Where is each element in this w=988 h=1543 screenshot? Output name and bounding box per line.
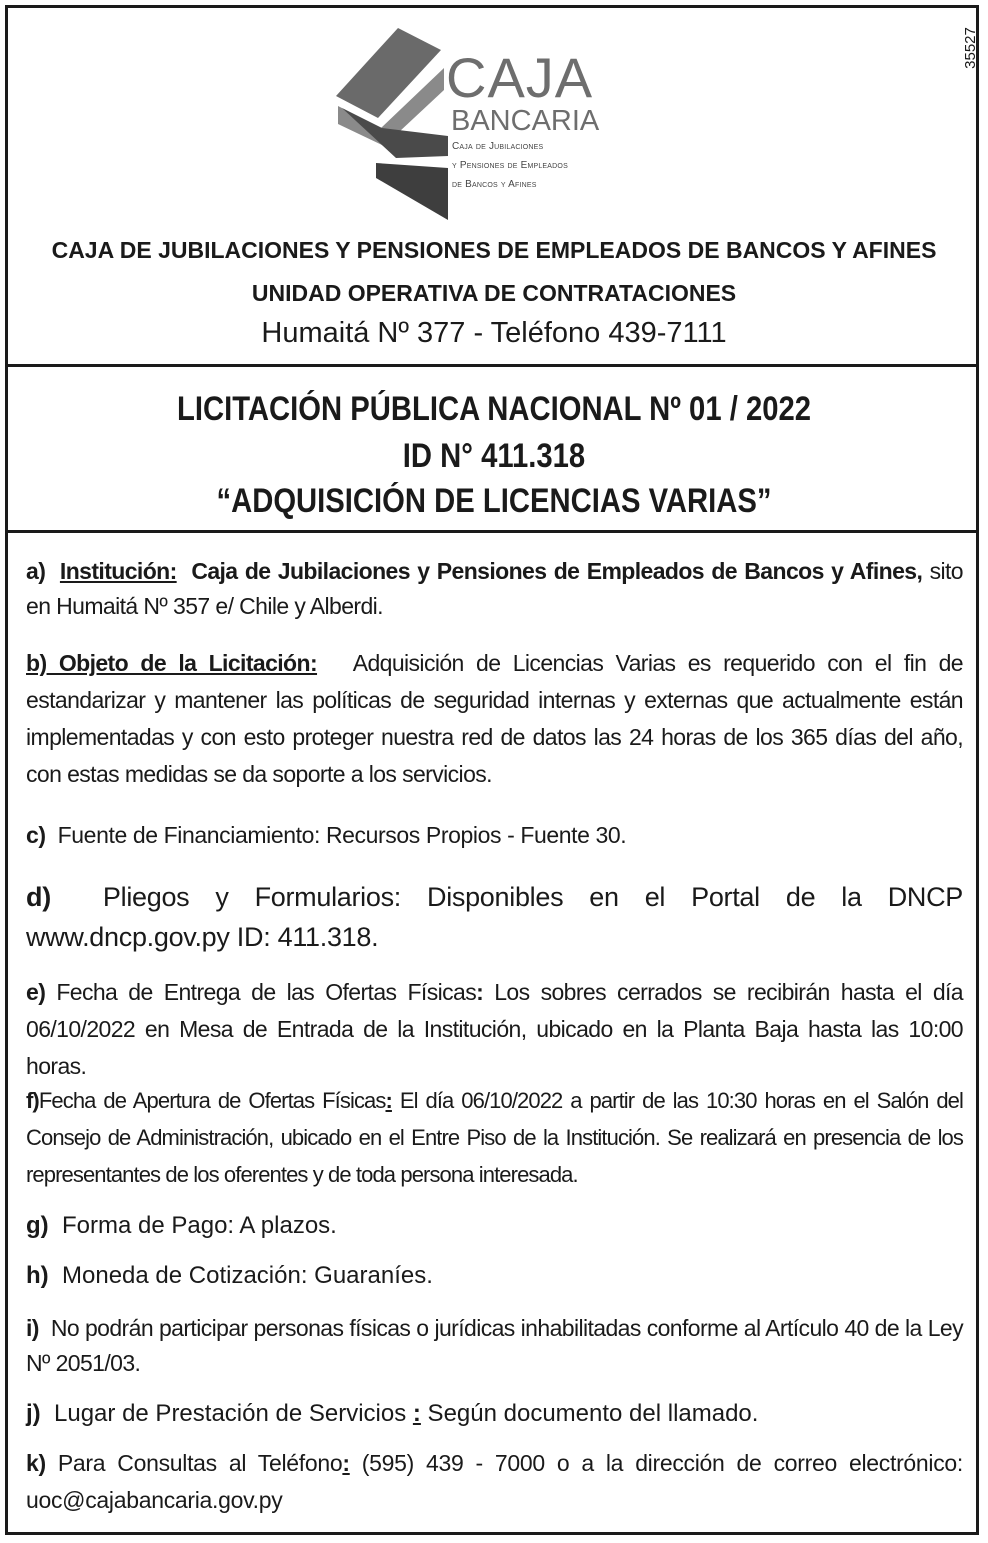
item-text: Lugar de Prestación de Servicios [54, 1400, 413, 1427]
organization-name: CAJA DE JUBILACIONES Y PENSIONES DE EMPLEADOS DE BANCOS Y AFINES [51, 237, 937, 263]
item-label: Institución: [59, 558, 177, 584]
item-text: Fuente de Financiamiento: Recursos Propios - Fuente 30. [57, 822, 627, 848]
item-colon: : [412, 1400, 421, 1427]
item-letter: h) [26, 1262, 49, 1289]
item-text: Forma de Pago: A plazos. [62, 1212, 337, 1239]
item-text: No podrán participar personas físicas o jurídicas inhabilitadas conforme al Artículo 40 de la Ley Nº 2051/03. [26, 1315, 963, 1376]
institution-name: Caja de Jubilaciones y Pensiones de Empleados de Bancos y Afines, [191, 558, 923, 584]
item-colon: : [476, 979, 484, 1005]
divider-header [5, 364, 979, 367]
item-f [26, 1082, 963, 1193]
item-g [26, 1208, 963, 1243]
address-phone: Humaitá Nº 377 - Teléfono 439-7111 [261, 317, 727, 349]
item-letter: c) [26, 822, 46, 848]
item-j [26, 1396, 963, 1431]
item-letter: a) [26, 558, 46, 584]
item-text: Fecha de Apertura de Ofertas Físicas [38, 1088, 386, 1113]
item-text: Fecha de Entrega de las Ofertas Físicas [56, 979, 477, 1005]
divider-title [5, 530, 979, 533]
item-text-2: Los sobres cerrados se recibirán hasta el día 06/10/2022 en Mesa de Entrada de la Institución, ubicado en la Planta Baja hasta las 10:00 horas. [26, 979, 964, 1079]
item-letter: d) [26, 882, 51, 912]
item-text: Pliegos y Formularios: Disponibles en el Portal de la DNCP www.dncp.gov.py ID: 411.318. [26, 882, 964, 952]
unit-name: UNIDAD OPERATIVA DE CONTRATACIONES [251, 280, 737, 306]
item-i [26, 1311, 963, 1381]
item-e [26, 974, 963, 1085]
item-c [26, 818, 963, 853]
logo-subtitle-2: y Pensiones de Empleados [452, 160, 568, 171]
publication-code: 35527 [962, 27, 979, 69]
item-letter: j) [26, 1400, 41, 1427]
logo-bancaria-text: BANCARIA [451, 105, 600, 137]
item-letter: i) [26, 1315, 39, 1341]
item-d [26, 877, 963, 957]
tender-title: LICITACIÓN PÚBLICA NACIONAL Nº 01 / 2022 [176, 390, 812, 428]
item-text: Moneda de Cotización: Guaraníes. [62, 1262, 433, 1289]
logo-subtitle-1: Caja de Jubilaciones [452, 141, 544, 152]
item-letter: b) [26, 650, 47, 676]
item-letter: e) [26, 979, 46, 1005]
item-colon: : [385, 1088, 392, 1113]
logo-subtitle-3: de Bancos y Afines [452, 179, 537, 190]
item-k [26, 1445, 963, 1519]
item-text-2: (595) 439 - 7000 o a la dirección de correo electrónico: uoc@cajabancaria.gov.py [26, 1450, 963, 1513]
tender-id: ID N° 411.318 [402, 437, 586, 475]
item-text: Para Consultas al Teléfono [57, 1450, 343, 1476]
caja-bancaria-logo [336, 28, 636, 223]
item-text: sito en Humaitá Nº 357 e/ Chile y Alberdi. [26, 558, 963, 619]
item-text-2: Según documento del llamado. [420, 1400, 759, 1427]
item-letter: k) [26, 1450, 46, 1476]
logo-caja-text: CAJA [446, 46, 594, 109]
item-b [26, 645, 963, 793]
item-letter: g) [26, 1212, 49, 1239]
item-h [26, 1258, 963, 1293]
item-label: Objeto de la Licitación: [46, 650, 318, 676]
item-colon: : [342, 1450, 350, 1476]
item-text: Adquisición de Licencias Varias es requerido con el fin de estandarizar y mantener las políticas de seguridad internas y externas que actualmente están implementadas y con esto proteger nuestra red de datos las 24 horas de los 365 días del año, con estas medidas se da soporte a los servicios. [26, 650, 964, 787]
item-a [26, 554, 963, 624]
item-text-2: El día 06/10/2022 a partir de las 10:30 horas en el Salón del Consejo de Administración, ubicado en el Entre Piso de la Institución. Se realizará en presencia de los representantes de los oferentes y de toda persona interesada. [26, 1088, 963, 1187]
tender-subject: “ADQUISICIÓN DE LICENCIAS VARIAS” [216, 482, 772, 520]
item-letter: f) [26, 1088, 39, 1113]
